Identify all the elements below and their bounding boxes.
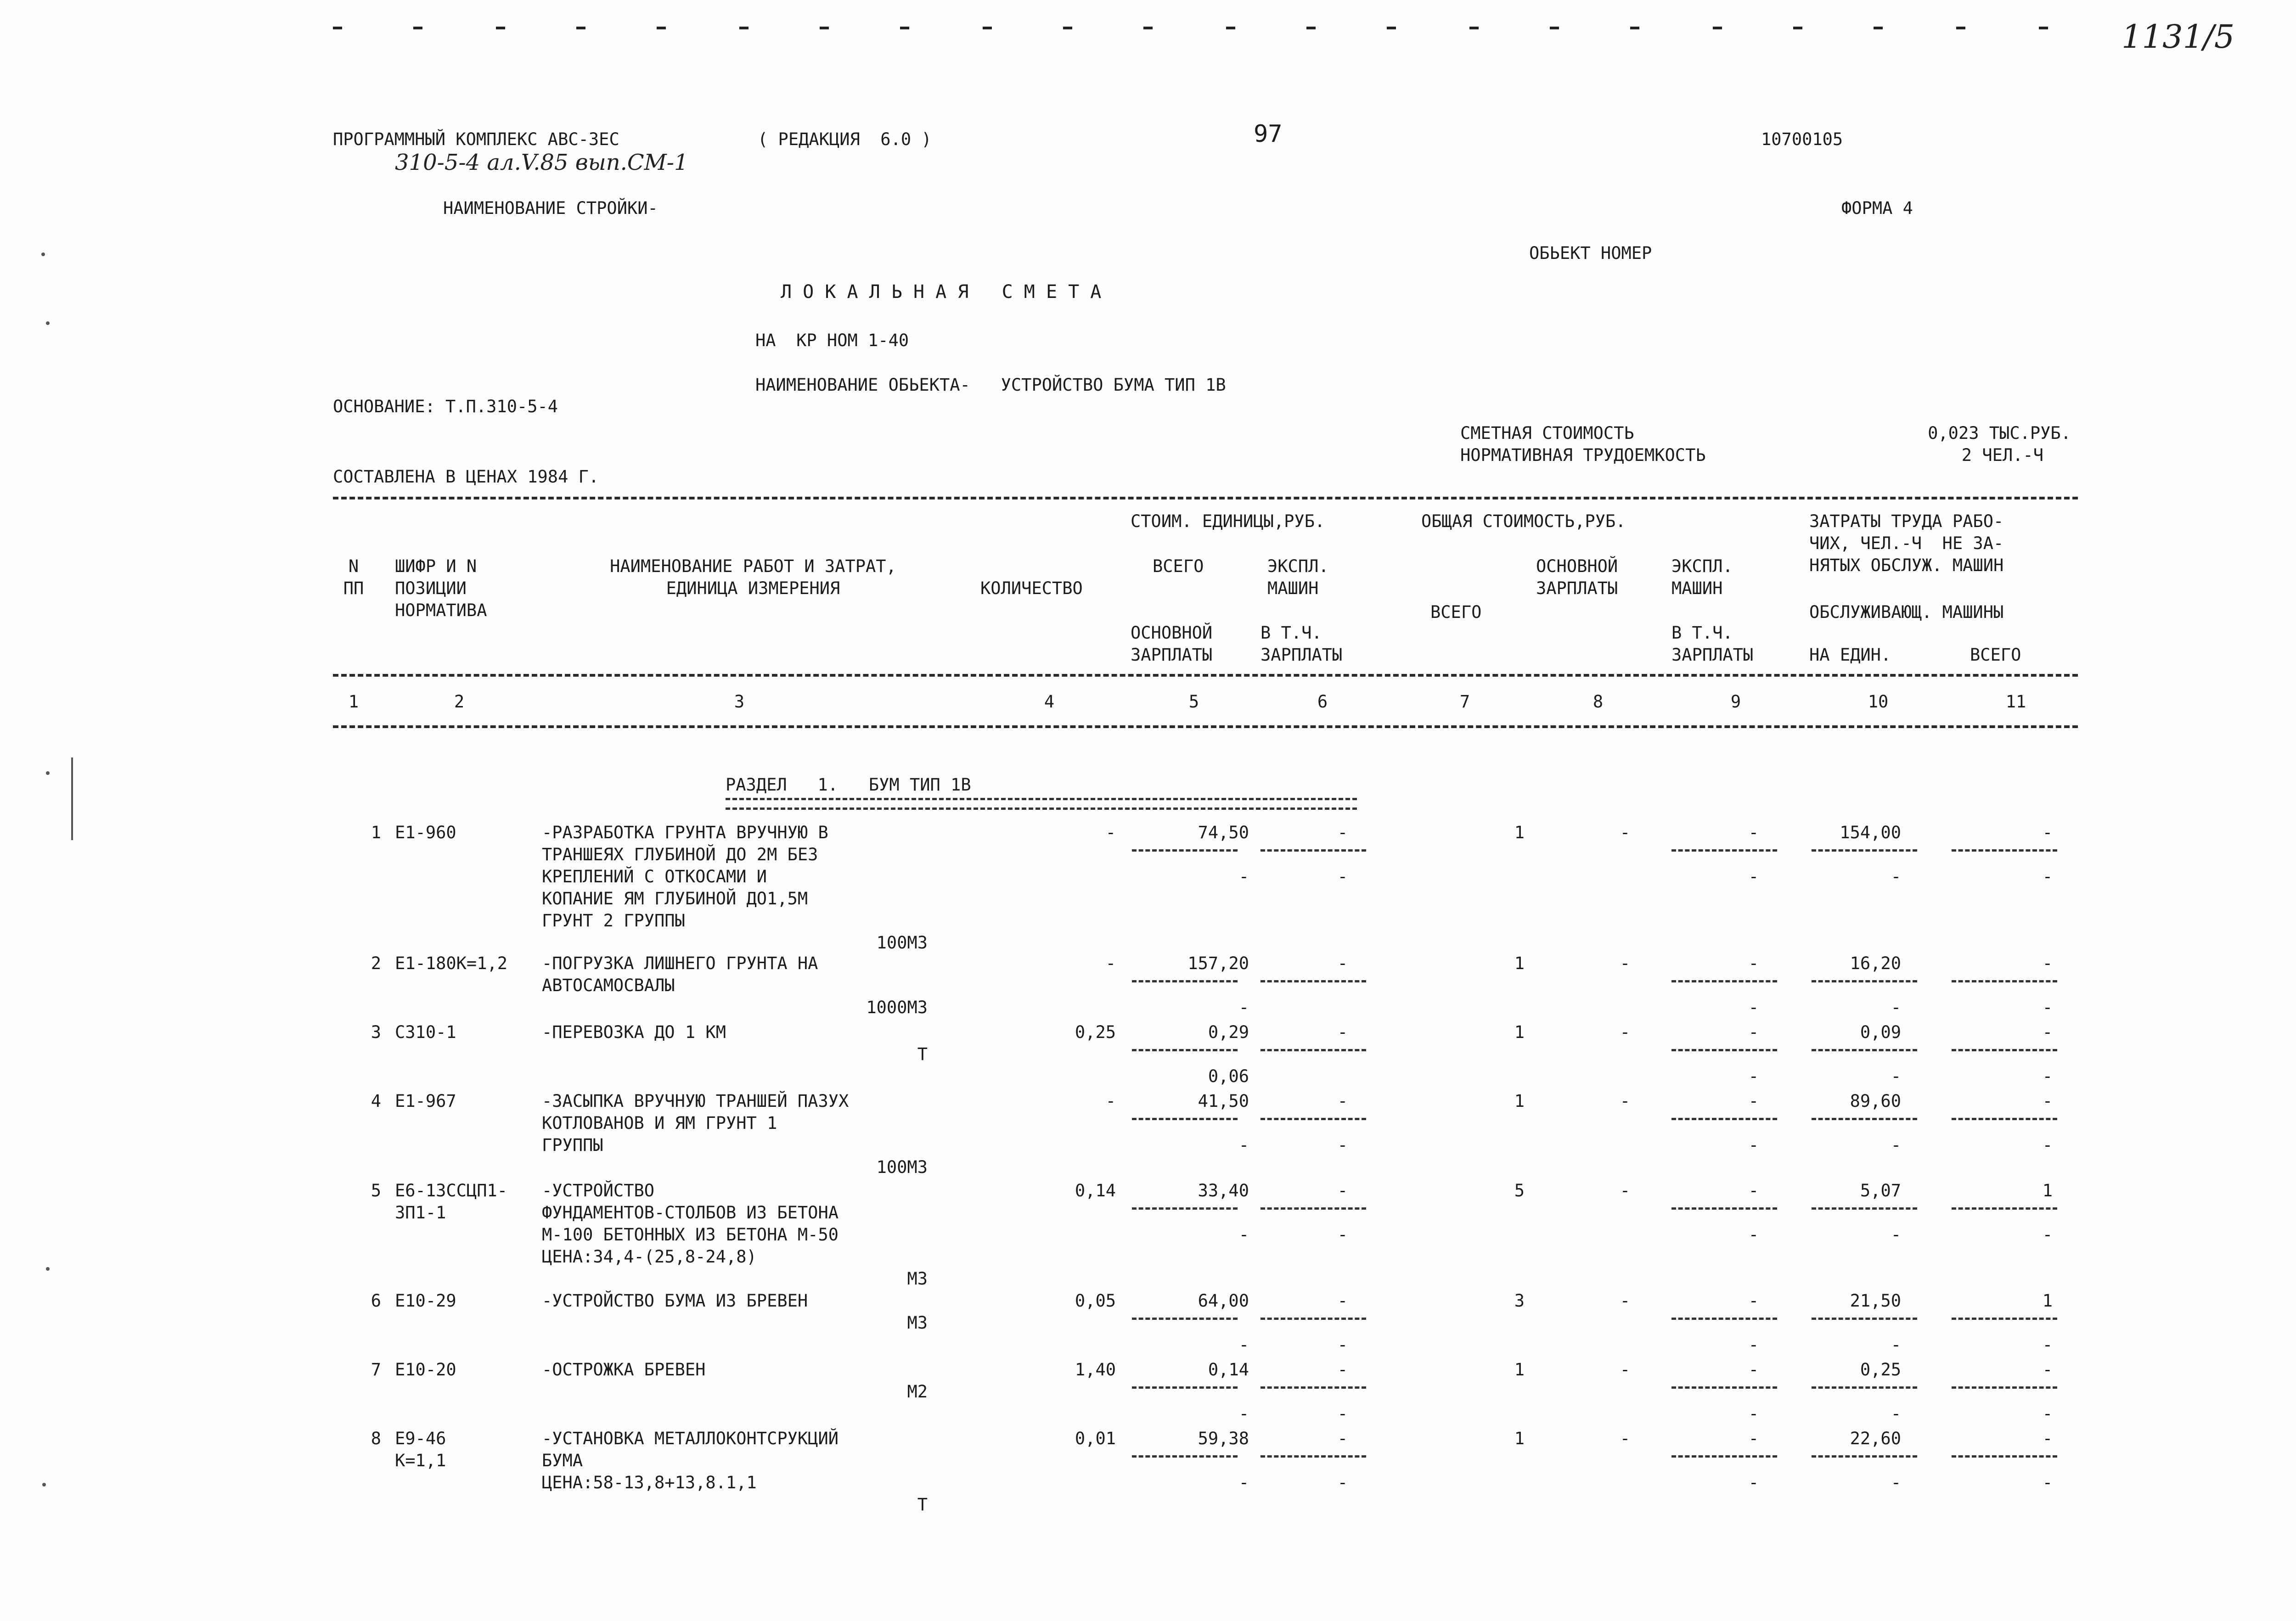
row-subvalue-c5: - bbox=[1238, 1225, 1249, 1245]
row-number: 7 bbox=[371, 1360, 381, 1380]
row-subvalue-c9: - bbox=[1748, 1404, 1759, 1424]
value-separator bbox=[1132, 1049, 1238, 1051]
row-subvalue-c10: - bbox=[1891, 1335, 1901, 1355]
row-name: -ОСТРОЖКА БРЕВЕН bbox=[542, 1360, 706, 1380]
row-quantity: 0,25 bbox=[1075, 1022, 1116, 1042]
cost-value: 0,023 ТЫС.РУБ. bbox=[1928, 423, 2071, 443]
row-value-c8: - bbox=[1620, 1181, 1630, 1200]
row-value-c5: 0,14 bbox=[1208, 1360, 1249, 1380]
row-subvalue-c10: - bbox=[1891, 998, 1901, 1017]
row-value-c11: - bbox=[2042, 1091, 2053, 1111]
row-subvalue-c10: - bbox=[1891, 867, 1901, 886]
speck bbox=[41, 252, 45, 256]
form-label: ФОРМА 4 bbox=[1841, 198, 1913, 218]
row-subvalue-c9: - bbox=[1748, 998, 1759, 1017]
value-separator bbox=[1671, 980, 1777, 982]
row-value-c10: 154,00 bbox=[1840, 823, 1901, 842]
row-name: -УСТРОЙСТВО БУМА ИЗ БРЕВЕН bbox=[542, 1291, 808, 1311]
speck bbox=[46, 1267, 50, 1271]
edition: ( РЕДАКЦИЯ 6.0 ) bbox=[758, 129, 932, 149]
value-separator bbox=[1812, 980, 1917, 982]
row-subvalue-c6: - bbox=[1337, 1225, 1348, 1245]
col-number: 2 bbox=[454, 692, 465, 712]
row-unit: М2 bbox=[907, 1382, 928, 1402]
row-value-c11: - bbox=[2042, 823, 2053, 842]
row-subvalue-c11: - bbox=[2042, 1066, 2053, 1086]
row-quantity: 0,14 bbox=[1075, 1181, 1116, 1200]
value-separator bbox=[1812, 1455, 1917, 1458]
value-separator bbox=[1812, 1386, 1917, 1389]
value-separator bbox=[1671, 1455, 1777, 1458]
col-header-code: ШИФР И N ПОЗИЦИИ НОРМАТИВА bbox=[395, 556, 487, 620]
labor-value: 2 ЧЕЛ.-Ч bbox=[1961, 445, 2043, 465]
row-code: Е1-960 bbox=[395, 823, 456, 842]
col-number: 11 bbox=[2005, 692, 2026, 712]
row-number: 6 bbox=[371, 1291, 381, 1311]
document-code: 10700105 bbox=[1761, 129, 1843, 149]
row-subvalue-c9: - bbox=[1748, 1335, 1759, 1355]
row-value-c9: - bbox=[1748, 823, 1759, 842]
row-number: 2 bbox=[371, 954, 381, 973]
row-value-c5: 157,20 bbox=[1187, 954, 1249, 973]
value-separator bbox=[1812, 1207, 1917, 1210]
value-separator bbox=[1671, 1318, 1777, 1320]
row-value-c7: 5 bbox=[1514, 1181, 1525, 1200]
row-subvalue-c10: - bbox=[1891, 1473, 1901, 1492]
section-underline bbox=[726, 798, 1357, 810]
row-value-c10: 21,50 bbox=[1850, 1291, 1901, 1311]
row-subvalue-c10: - bbox=[1891, 1404, 1901, 1424]
row-subvalue-c10: - bbox=[1891, 1135, 1901, 1155]
value-separator bbox=[1812, 1318, 1917, 1320]
row-value-c6: - bbox=[1337, 1181, 1348, 1200]
col-number: 5 bbox=[1188, 692, 1199, 712]
row-subvalue-c9: - bbox=[1748, 1135, 1759, 1155]
row-subvalue-c6: - bbox=[1337, 1135, 1348, 1155]
row-value-c7: 1 bbox=[1514, 954, 1525, 973]
document-title: Л О К А Л Ь Н А Я С М Е Т А bbox=[781, 281, 1102, 303]
value-separator bbox=[1671, 849, 1777, 852]
row-value-c9: - bbox=[1748, 1181, 1759, 1200]
value-separator bbox=[1952, 1207, 2057, 1210]
row-unit: Т bbox=[917, 1495, 928, 1514]
group-header-total-cost: ОБЩАЯ СТОИМОСТЬ,РУБ. bbox=[1421, 511, 1626, 531]
value-separator bbox=[1261, 1455, 1366, 1458]
row-value-c8: - bbox=[1620, 1291, 1630, 1311]
row-subvalue-c6: - bbox=[1337, 867, 1348, 886]
row-value-c9: - bbox=[1748, 954, 1759, 973]
row-number: 5 bbox=[371, 1181, 381, 1200]
row-value-c11: - bbox=[2042, 1429, 2053, 1448]
row-subvalue-c11: - bbox=[2042, 867, 2053, 886]
value-separator bbox=[1261, 849, 1366, 852]
row-value-c6: - bbox=[1337, 1291, 1348, 1311]
row-subvalue-c6: - bbox=[1337, 1473, 1348, 1492]
row-value-c7: 1 bbox=[1514, 1022, 1525, 1042]
row-value-c5: 41,50 bbox=[1198, 1091, 1249, 1111]
row-unit: 100М3 bbox=[876, 933, 928, 953]
row-value-c10: 89,60 bbox=[1850, 1091, 1901, 1111]
row-subvalue-c11: - bbox=[2042, 998, 2053, 1017]
speck bbox=[46, 771, 50, 775]
row-value-c9: - bbox=[1748, 1291, 1759, 1311]
row-value-c6: - bbox=[1337, 823, 1348, 842]
row-code: Е9-46 К=1,1 bbox=[395, 1429, 446, 1470]
col-header-labor-unit: НА ЕДИН. bbox=[1809, 645, 1891, 665]
basis: ОСНОВАНИЕ: Т.П.310-5-4 bbox=[333, 397, 558, 416]
row-value-c8: - bbox=[1620, 1360, 1630, 1380]
row-code: Е10-29 bbox=[395, 1291, 456, 1311]
row-value-c11: 1 bbox=[2042, 1181, 2053, 1200]
col-number: 3 bbox=[734, 692, 745, 712]
row-subvalue-c11: - bbox=[2042, 1135, 2053, 1155]
row-value-c5: 33,40 bbox=[1198, 1181, 1249, 1200]
row-unit: 100М3 bbox=[876, 1157, 928, 1177]
value-separator bbox=[1261, 1118, 1366, 1120]
row-subvalue-c10: - bbox=[1891, 1066, 1901, 1086]
value-separator bbox=[1812, 849, 1917, 852]
value-separator bbox=[1952, 1118, 2057, 1120]
row-subvalue-c5: - bbox=[1238, 1404, 1249, 1424]
row-value-c6: - bbox=[1337, 954, 1348, 973]
value-separator bbox=[1671, 1118, 1777, 1120]
row-value-c11: - bbox=[2042, 954, 2053, 973]
row-quantity: 0,01 bbox=[1075, 1429, 1116, 1448]
row-value-c6: - bbox=[1337, 1091, 1348, 1111]
value-separator bbox=[1132, 980, 1238, 982]
row-value-c7: 1 bbox=[1514, 1360, 1525, 1380]
col-number: 9 bbox=[1730, 692, 1741, 712]
row-value-c9: - bbox=[1748, 1022, 1759, 1042]
row-number: 8 bbox=[371, 1429, 381, 1448]
row-number: 3 bbox=[371, 1022, 381, 1042]
value-separator bbox=[1952, 1049, 2057, 1051]
row-code: Е1-967 bbox=[395, 1091, 456, 1111]
value-separator bbox=[1671, 1386, 1777, 1389]
object-name: НАИМЕНОВАНИЕ ОБЬЕКТА- УСТРОЙСТВО БУМА ТИП 1В bbox=[755, 375, 1226, 395]
value-separator bbox=[1132, 849, 1238, 852]
row-value-c8: - bbox=[1620, 1429, 1630, 1448]
row-subvalue-c6: - bbox=[1337, 1335, 1348, 1355]
value-separator bbox=[1671, 1207, 1777, 1210]
col-header-uc-mach: ЭКСПЛ. МАШИН bbox=[1267, 556, 1329, 598]
row-code: Е6-13ССЦП1- 3П1-1 bbox=[395, 1181, 508, 1223]
row-subvalue-c6: - bbox=[1337, 1404, 1348, 1424]
value-separator bbox=[1261, 1207, 1366, 1210]
row-subvalue-c9: - bbox=[1748, 1473, 1759, 1492]
row-unit: Т bbox=[917, 1044, 928, 1064]
value-separator bbox=[1952, 1455, 2057, 1458]
row-value-c9: - bbox=[1748, 1360, 1759, 1380]
row-value-c7: 3 bbox=[1514, 1291, 1525, 1311]
col-number: 4 bbox=[1044, 692, 1055, 712]
row-unit: М3 bbox=[907, 1313, 928, 1333]
value-separator bbox=[1812, 1049, 1917, 1051]
col-header-tc-total: ВСЕГО bbox=[1430, 602, 1482, 622]
row-subvalue-c5: - bbox=[1238, 1335, 1249, 1355]
row-value-c9: - bbox=[1748, 1429, 1759, 1448]
row-value-c7: 1 bbox=[1514, 1091, 1525, 1111]
col-header-tc-mach: ЭКСПЛ. МАШИН bbox=[1671, 556, 1733, 598]
header-bottom-border bbox=[333, 674, 2078, 677]
object-number-label: ОБЬЕКТ НОМЕР bbox=[1529, 243, 1652, 263]
row-value-c7: 1 bbox=[1514, 823, 1525, 842]
col-header-labor-total: ВСЕГО bbox=[1970, 645, 2021, 665]
construction-name-label: НАИМЕНОВАНИЕ СТРОЙКИ- bbox=[443, 198, 658, 218]
row-code: С310-1 bbox=[395, 1022, 456, 1042]
row-subvalue-c11: - bbox=[2042, 1225, 2053, 1245]
row-value-c10: 0,25 bbox=[1860, 1360, 1901, 1380]
row-quantity: 1,40 bbox=[1075, 1360, 1116, 1380]
row-code: Е1-180К=1,2 bbox=[395, 954, 508, 973]
row-subvalue-c10: - bbox=[1891, 1225, 1901, 1245]
col-header-qty: КОЛИЧЕСТВО bbox=[980, 578, 1083, 598]
row-subvalue-c5: - bbox=[1238, 998, 1249, 1017]
col-header-labor-service: ОБСЛУЖИВАЮЩ. МАШИНЫ bbox=[1809, 602, 2004, 622]
row-value-c5: 64,00 bbox=[1198, 1291, 1249, 1311]
row-quantity: 0,05 bbox=[1075, 1291, 1116, 1311]
row-number: 4 bbox=[371, 1091, 381, 1111]
row-subvalue-c5: - bbox=[1238, 1473, 1249, 1492]
table-top-border bbox=[333, 497, 2078, 499]
row-value-c10: 16,20 bbox=[1850, 954, 1901, 973]
value-separator bbox=[1812, 1118, 1917, 1120]
row-quantity: - bbox=[1105, 1091, 1116, 1111]
row-value-c8: - bbox=[1620, 1022, 1630, 1042]
row-name: -ПОГРУЗКА ЛИШНЕГО ГРУНТА НА АВТОСАМОСВАЛЫ bbox=[542, 954, 818, 995]
group-header-unit-cost: СТОИМ. ЕДИНИЦЫ,РУБ. bbox=[1131, 511, 1325, 531]
row-subvalue-c5: - bbox=[1238, 1135, 1249, 1155]
row-value-c7: 1 bbox=[1514, 1429, 1525, 1448]
row-value-c8: - bbox=[1620, 954, 1630, 973]
row-name: -ЗАСЫПКА ВРУЧНУЮ ТРАНШЕЙ ПАЗУХ КОТЛОВАНОВ И ЯМ ГРУНТ 1 ГРУППЫ bbox=[542, 1091, 849, 1155]
col-number: 10 bbox=[1868, 692, 1889, 712]
row-subvalue-c11: - bbox=[2042, 1335, 2053, 1355]
row-value-c10: 0,09 bbox=[1860, 1022, 1901, 1042]
row-subvalue-c5: 0,06 bbox=[1208, 1066, 1249, 1086]
row-subvalue-c9: - bbox=[1748, 1225, 1759, 1245]
numbers-bottom-border bbox=[333, 725, 2078, 728]
row-quantity: - bbox=[1105, 954, 1116, 973]
row-code: Е10-20 bbox=[395, 1360, 456, 1380]
row-subvalue-c9: - bbox=[1748, 867, 1759, 886]
section-title: РАЗДЕЛ 1. БУМ ТИП 1В bbox=[726, 775, 971, 795]
value-separator bbox=[1132, 1386, 1238, 1389]
row-number: 1 bbox=[371, 823, 381, 842]
value-separator bbox=[1952, 1318, 2057, 1320]
row-name: -ПЕРЕВОЗКА ДО 1 КМ bbox=[542, 1022, 726, 1042]
value-separator bbox=[1132, 1455, 1238, 1458]
col-number: 1 bbox=[348, 692, 359, 712]
estimate-for: НА КР НОМ 1-40 bbox=[755, 331, 909, 350]
row-subvalue-c11: - bbox=[2042, 1404, 2053, 1424]
col-header-uc-incl: В Т.Ч. ЗАРПЛАТЫ bbox=[1261, 623, 1343, 665]
row-unit: 1000М3 bbox=[866, 998, 928, 1017]
page-number: 97 bbox=[1254, 120, 1283, 148]
row-name: -РАЗРАБОТКА ГРУНТА ВРУЧНУЮ В ТРАНШЕЯХ ГЛУБИНОЙ ДО 2М БЕЗ КРЕПЛЕНИЙ С ОТКОСАМИ И КОПАНИЕ ЯМ ГЛУБИНОЙ ДО1,5М ГРУНТ 2 ГРУППЫ bbox=[542, 823, 828, 931]
speck bbox=[42, 1483, 46, 1486]
row-value-c6: - bbox=[1337, 1429, 1348, 1448]
col-number: 8 bbox=[1593, 692, 1604, 712]
corner-mark: 1131/5 bbox=[2122, 18, 2235, 56]
labor-label: НОРМАТИВНАЯ ТРУДОЕМКОСТЬ bbox=[1460, 445, 1706, 465]
group-header-labor: ЗАТРАТЫ ТРУДА РАБО- ЧИХ, ЧЕЛ.-Ч НЕ ЗА- НЯТЫХ ОБСЛУЖ. МАШИН bbox=[1809, 511, 2004, 575]
row-subvalue-c11: - bbox=[2042, 1473, 2053, 1492]
value-separator bbox=[1261, 980, 1366, 982]
row-value-c8: - bbox=[1620, 823, 1630, 842]
prices-note: СОСТАВЛЕНА В ЦЕНАХ 1984 Г. bbox=[333, 467, 599, 487]
cost-label: СМЕТНАЯ СТОИМОСТЬ bbox=[1460, 423, 1634, 443]
col-header-tc-wage: ОСНОВНОЙ ЗАРПЛАТЫ bbox=[1536, 556, 1618, 598]
row-value-c5: 0,29 bbox=[1208, 1022, 1249, 1042]
row-value-c6: - bbox=[1337, 1022, 1348, 1042]
col-header-uc-total: ВСЕГО bbox=[1153, 556, 1204, 576]
col-number: 6 bbox=[1317, 692, 1328, 712]
value-separator bbox=[1261, 1386, 1366, 1389]
value-separator bbox=[1261, 1318, 1366, 1320]
row-subvalue-c5: - bbox=[1238, 867, 1249, 886]
value-separator bbox=[1952, 1386, 2057, 1389]
row-value-c5: 74,50 bbox=[1198, 823, 1249, 842]
row-value-c10: 5,07 bbox=[1860, 1181, 1901, 1200]
value-separator bbox=[1132, 1207, 1238, 1210]
speck bbox=[71, 757, 73, 840]
row-name: -УСТРОЙСТВО ФУНДАМЕНТОВ-СТОЛБОВ ИЗ БЕТОНА М-100 БЕТОННЫХ ИЗ БЕТОНА М-50 ЦЕНА:34,4-(25,8-24,8) bbox=[542, 1181, 839, 1267]
speck bbox=[46, 321, 50, 325]
row-quantity: - bbox=[1105, 823, 1116, 842]
col-header-n: N ПП bbox=[343, 556, 364, 598]
value-separator bbox=[1952, 980, 2057, 982]
row-value-c11: - bbox=[2042, 1022, 2053, 1042]
value-separator bbox=[1132, 1118, 1238, 1120]
col-header-tc-incl: В Т.Ч. ЗАРПЛАТЫ bbox=[1671, 623, 1754, 665]
row-subvalue-c9: - bbox=[1748, 1066, 1759, 1086]
col-header-uc-wage: ОСНОВНОЙ ЗАРПЛАТЫ bbox=[1131, 623, 1213, 665]
row-value-c6: - bbox=[1337, 1360, 1348, 1380]
row-value-c10: 22,60 bbox=[1850, 1429, 1901, 1448]
handwritten-reference: 310-5-4 ал.V.85 вып.СМ-1 bbox=[395, 150, 688, 175]
row-value-c5: 59,38 bbox=[1198, 1429, 1249, 1448]
value-separator bbox=[1261, 1049, 1366, 1051]
value-separator bbox=[1952, 849, 2057, 852]
program-name: ПРОГРАММНЫЙ КОМПЛЕКС АВС-3ЕС bbox=[333, 129, 619, 149]
col-header-name: НАИМЕНОВАНИЕ РАБОТ И ЗАТРАТ, ЕДИНИЦА ИЗМЕРЕНИЯ bbox=[610, 556, 896, 598]
value-separator bbox=[1132, 1318, 1238, 1320]
row-value-c11: 1 bbox=[2042, 1291, 2053, 1311]
col-number: 7 bbox=[1459, 692, 1470, 712]
row-value-c8: - bbox=[1620, 1091, 1630, 1111]
row-unit: М3 bbox=[907, 1269, 928, 1289]
row-value-c9: - bbox=[1748, 1091, 1759, 1111]
value-separator bbox=[1671, 1049, 1777, 1051]
row-name: -УСТАНОВКА МЕТАЛЛОКОНТСРУКЦИЙ БУМА ЦЕНА:58-13,8+13,8.1,1 bbox=[542, 1429, 839, 1492]
row-value-c11: - bbox=[2042, 1360, 2053, 1380]
